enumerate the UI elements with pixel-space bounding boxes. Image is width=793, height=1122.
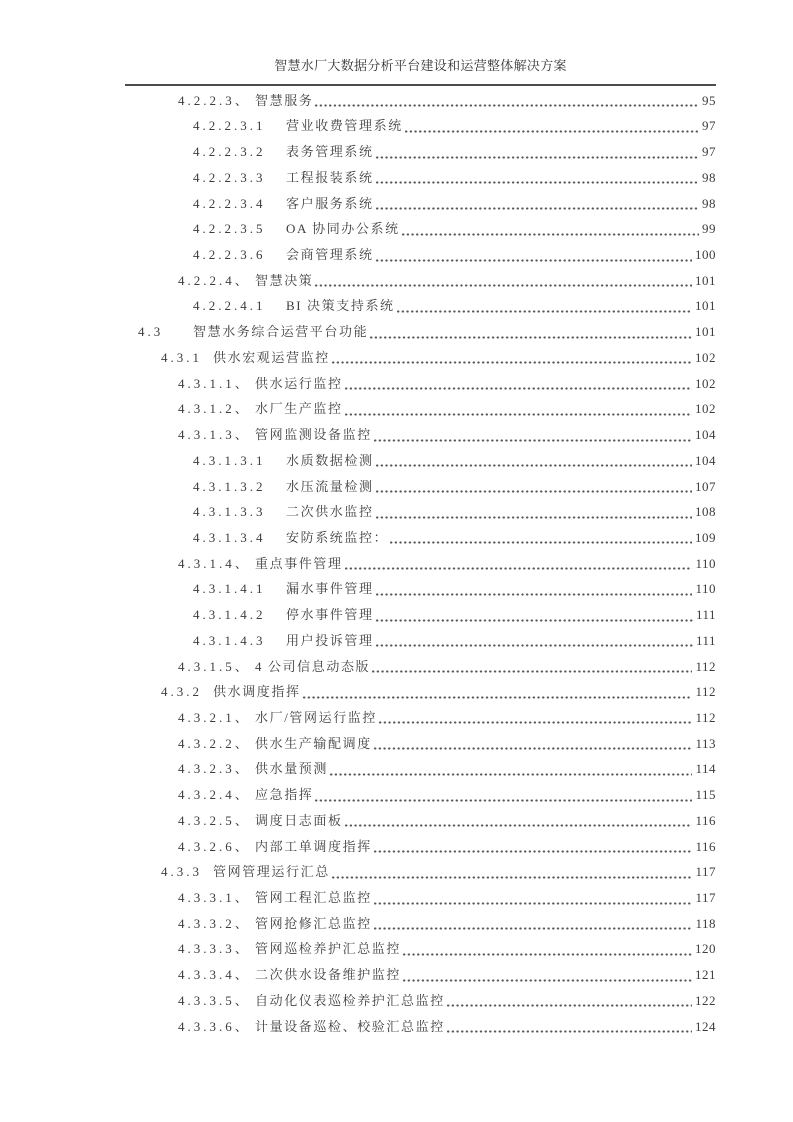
toc-entry-number: 4.3.2.2、: [178, 735, 251, 751]
toc-entry[interactable]: [125, 525, 716, 551]
toc-entry-number: 4.3.1.4.3: [193, 632, 266, 648]
dot-leader: [447, 1030, 692, 1033]
document-title: 智慧水厂大数据分析平台建设和运营整体解决方案: [274, 58, 567, 73]
toc-entry-page: 116: [695, 838, 716, 854]
page-header: [125, 50, 716, 86]
toc-entry-number: 4.3.3.5、: [178, 992, 251, 1008]
dot-leader: [315, 104, 699, 107]
toc-entry[interactable]: [125, 217, 716, 243]
toc-entry-number: 4.3.1.2、: [178, 401, 251, 417]
toc-entry-number: 4.3.1.1、: [178, 375, 251, 391]
toc-entry-page: 113: [695, 735, 716, 751]
toc-entry[interactable]: [125, 448, 716, 474]
toc-entry-number: 4.3.1.3.1: [193, 452, 266, 468]
toc-entry-title: BI 决策支持系统: [286, 298, 395, 314]
dot-leader: [374, 439, 692, 442]
toc-entry-title: 供水量预测: [255, 761, 329, 777]
dot-leader: [379, 721, 692, 724]
toc-entry[interactable]: [125, 757, 716, 783]
toc-entry[interactable]: [125, 602, 716, 628]
toc-entry-number: 4.3.3.1、: [178, 890, 251, 905]
dot-leader: [376, 593, 693, 596]
toc-entry-number: 4.2.2.3.1: [193, 118, 266, 134]
toc-entry[interactable]: [125, 860, 716, 886]
toc-entry-number: 4.3.1.3、: [178, 427, 251, 443]
toc-entry-page: 97: [702, 144, 716, 160]
toc-entry-number: 4.3.1.4、: [178, 555, 251, 571]
toc-entry-number: 4.3.1.5、: [178, 658, 251, 674]
toc-entry-page: 107: [695, 478, 716, 494]
dot-leader: [376, 490, 692, 493]
toc-entry-page: 124: [695, 1018, 716, 1034]
toc-entry-page: 104: [695, 427, 716, 443]
toc-list: [125, 88, 716, 1040]
toc-entry-number: 4.2.2.4.1: [193, 298, 266, 314]
toc-entry[interactable]: [125, 680, 716, 706]
toc-entry-title: 供水宏观运营监控: [213, 349, 330, 365]
toc-entry[interactable]: [125, 114, 716, 140]
toc-entry-page: 110: [695, 555, 716, 571]
toc-entry-title: 供水生产输配调度: [255, 735, 372, 751]
dot-leader: [403, 953, 692, 956]
toc-entry-number: 4.3.1.3.4: [193, 529, 266, 545]
toc-entry-title: 表务管理系统: [286, 144, 374, 160]
dot-leader: [374, 927, 693, 930]
dot-leader: [330, 773, 692, 776]
toc-entry[interactable]: [125, 500, 716, 526]
toc-entry-title: 4 公司信息动态版: [255, 658, 371, 674]
toc-entry-number: 4.2.2.3.4: [193, 195, 266, 211]
dot-leader: [332, 876, 693, 879]
toc-entry-title: 停水事件管理: [286, 607, 374, 623]
toc-entry-title: 智慧水务综合运营平台功能: [193, 324, 369, 340]
toc-entry-number: 4.3.3.4、: [178, 967, 251, 983]
toc-entry[interactable]: [125, 474, 716, 500]
toc-entry[interactable]: [125, 988, 716, 1014]
dot-leader: [397, 310, 692, 313]
toc-entry-title: 会商管理系统: [286, 247, 374, 263]
toc-entry-number: 4.3.2.4、: [178, 787, 251, 803]
toc-entry-number: 4.3.2.6、: [178, 838, 251, 854]
toc-entry-title: OA 协同办公系统: [286, 221, 400, 237]
page-content: [125, 50, 716, 1040]
toc-entry-title: 管网抢修汇总监控: [255, 915, 372, 931]
toc-entry[interactable]: [125, 911, 716, 937]
dot-leader: [402, 233, 699, 236]
toc-entry-number: 4.3.3.2、: [178, 915, 251, 931]
dot-leader: [447, 1004, 692, 1007]
toc-entry[interactable]: [125, 1014, 716, 1040]
toc-entry-number: 4.3.1: [161, 349, 202, 365]
toc-entry-page: 112: [695, 709, 716, 725]
toc-entry-number: 4.3.3.6、: [178, 1018, 251, 1034]
toc-entry-page: 115: [695, 787, 716, 803]
toc-entry-title: 水压流量检测: [286, 478, 374, 494]
dot-leader: [345, 387, 692, 390]
toc-entry[interactable]: [125, 834, 716, 860]
toc-entry-page: 122: [695, 992, 716, 1008]
toc-entry-page: 101: [695, 298, 716, 314]
toc-entry[interactable]: [125, 782, 716, 808]
toc-entry-title: 安防系统监控：: [286, 529, 389, 545]
toc-entry-number: 4.3.1.3.3: [193, 504, 266, 520]
toc-entry[interactable]: [125, 628, 716, 654]
toc-entry-page: 98: [702, 169, 716, 185]
toc-entry-page: 104: [695, 452, 716, 468]
toc-entry-number: 4.3.3.3、: [178, 941, 251, 957]
dot-leader: [345, 567, 693, 570]
dot-leader: [374, 850, 693, 853]
toc-entry-page: 117: [695, 890, 716, 905]
toc-entry-title: 水厂生产监控: [255, 401, 343, 417]
toc-entry-title: 管网监测设备监控: [255, 427, 372, 443]
toc-entry[interactable]: [125, 551, 716, 577]
dot-leader: [376, 644, 693, 647]
toc-entry-page: 101: [695, 324, 716, 340]
toc-entry-page: 114: [695, 761, 716, 777]
toc-entry-title: 管网巡检养护汇总监控: [255, 941, 402, 957]
toc-entry-page: 102: [695, 349, 716, 365]
toc-entry-page: 111: [695, 632, 716, 648]
toc-entry[interactable]: [125, 397, 716, 423]
dot-leader: [376, 181, 699, 184]
dot-leader: [315, 284, 692, 287]
toc-entry-page: 117: [695, 864, 716, 880]
dot-leader: [345, 824, 693, 827]
toc-entry-page: 118: [695, 915, 716, 931]
toc-entry-page: 109: [695, 529, 716, 545]
toc-entry-title: 管网工程汇总监控: [255, 890, 372, 905]
toc-entry-number: 4.2.2.4、: [178, 272, 251, 288]
toc-entry-number: 4.3.1.4.2: [193, 607, 266, 623]
toc-entry[interactable]: [125, 345, 716, 371]
toc-entry[interactable]: [125, 88, 716, 114]
toc-entry[interactable]: [125, 962, 716, 988]
toc-entry[interactable]: [125, 242, 716, 268]
toc-entry-page: 98: [702, 195, 716, 211]
toc-entry[interactable]: [125, 371, 716, 397]
toc-entry-title: 自动化仪表巡检养护汇总监控: [255, 992, 445, 1008]
toc-entry[interactable]: [125, 319, 716, 345]
toc-entry-number: 4.3.3: [161, 864, 202, 880]
dot-leader: [370, 336, 692, 339]
toc-entry-page: 108: [695, 504, 716, 520]
dot-leader: [345, 413, 692, 416]
toc-entry-number: 4.3.2.3、: [178, 761, 251, 777]
dot-leader: [390, 541, 692, 544]
dot-leader: [332, 361, 692, 364]
toc-entry-page: 102: [695, 375, 716, 391]
toc-entry-page: 95: [702, 92, 716, 108]
toc-entry-page: 111: [695, 607, 716, 623]
toc-entry-number: 4.3.2.5、: [178, 812, 251, 828]
toc-entry-number: 4.2.2.3、: [178, 92, 251, 108]
toc-entry[interactable]: [125, 294, 716, 320]
toc-entry-title: 客户服务系统: [286, 195, 374, 211]
toc-entry-title: 内部工单调度指挥: [255, 838, 372, 854]
toc-entry-title: 用户投诉管理: [286, 632, 374, 648]
dot-leader: [376, 259, 692, 262]
toc-entry[interactable]: [125, 705, 716, 731]
dot-leader: [376, 156, 699, 159]
toc-entry[interactable]: [125, 731, 716, 757]
toc-entry-number: 4.3.1.3.2: [193, 478, 266, 494]
toc-entry[interactable]: [125, 139, 716, 165]
dot-leader: [374, 902, 693, 905]
toc-entry-page: 110: [695, 581, 716, 597]
dot-leader: [376, 619, 693, 622]
toc-entry-title: 水质数据检测: [286, 452, 374, 468]
toc-entry-title: 供水运行监控: [255, 375, 343, 391]
dot-leader: [303, 696, 693, 699]
toc-entry-title: 水厂/管网运行监控: [255, 709, 378, 725]
toc-entry-page: 100: [695, 247, 716, 263]
toc-entry-number: 4.2.2.3.5: [193, 221, 266, 237]
toc-entry-title: 管网管理运行汇总: [213, 864, 330, 880]
toc-entry-number: 4.2.2.3.2: [193, 144, 266, 160]
dot-leader: [372, 670, 692, 673]
toc-entry-page: 102: [695, 401, 716, 417]
toc-entry-title: 供水调度指挥: [213, 684, 301, 700]
dot-leader: [405, 130, 699, 133]
dot-leader: [376, 516, 692, 519]
dot-leader: [376, 464, 692, 467]
toc-entry[interactable]: [125, 577, 716, 603]
toc-entry-title: 二次供水设备维护监控: [255, 967, 402, 983]
toc-entry-page: 116: [695, 812, 716, 828]
toc-entry-title: 智慧服务: [255, 92, 314, 108]
toc-entry-number: 4.2.2.3.3: [193, 169, 266, 185]
toc-entry[interactable]: [125, 808, 716, 834]
toc-entry-page: 99: [702, 221, 716, 237]
dot-leader: [376, 207, 699, 210]
toc-entry-title: 计量设备巡检、校验汇总监控: [255, 1018, 445, 1034]
toc-entry-number: 4.3: [138, 324, 164, 340]
toc-entry-page: 101: [695, 272, 716, 288]
dot-leader: [315, 799, 692, 802]
toc-entry-page: 120: [695, 941, 716, 957]
toc-entry-title: 应急指挥: [255, 787, 314, 803]
toc-entry-title: 智慧决策: [255, 272, 314, 288]
toc-entry[interactable]: [125, 654, 716, 680]
toc-entry[interactable]: [125, 885, 716, 911]
toc-entry-page: 121: [695, 967, 716, 983]
toc-entry-title: 漏水事件管理: [286, 581, 374, 597]
toc-entry-number: 4.3.1.4.1: [193, 581, 266, 597]
toc-entry-title: 工程报装系统: [286, 169, 374, 185]
toc-entry[interactable]: [125, 191, 716, 217]
toc-entry-title: 重点事件管理: [255, 555, 343, 571]
dot-leader: [403, 979, 692, 982]
toc-entry-page: 97: [702, 118, 716, 134]
toc-entry-title: 二次供水监控: [286, 504, 374, 520]
toc-entry[interactable]: [125, 165, 716, 191]
toc-entry-number: 4.2.2.3.6: [193, 247, 266, 263]
toc-entry-page: 112: [695, 658, 716, 674]
toc-entry-page: 112: [695, 684, 716, 700]
toc-entry-title: 调度日志面板: [255, 812, 343, 828]
toc-entry[interactable]: [125, 937, 716, 963]
toc-entry[interactable]: [125, 422, 716, 448]
toc-entry-number: 4.3.2: [161, 684, 202, 700]
dot-leader: [374, 747, 693, 750]
toc-entry-number: 4.3.2.1、: [178, 709, 251, 725]
toc-entry-title: 营业收费管理系统: [286, 118, 403, 134]
toc-entry[interactable]: [125, 268, 716, 294]
